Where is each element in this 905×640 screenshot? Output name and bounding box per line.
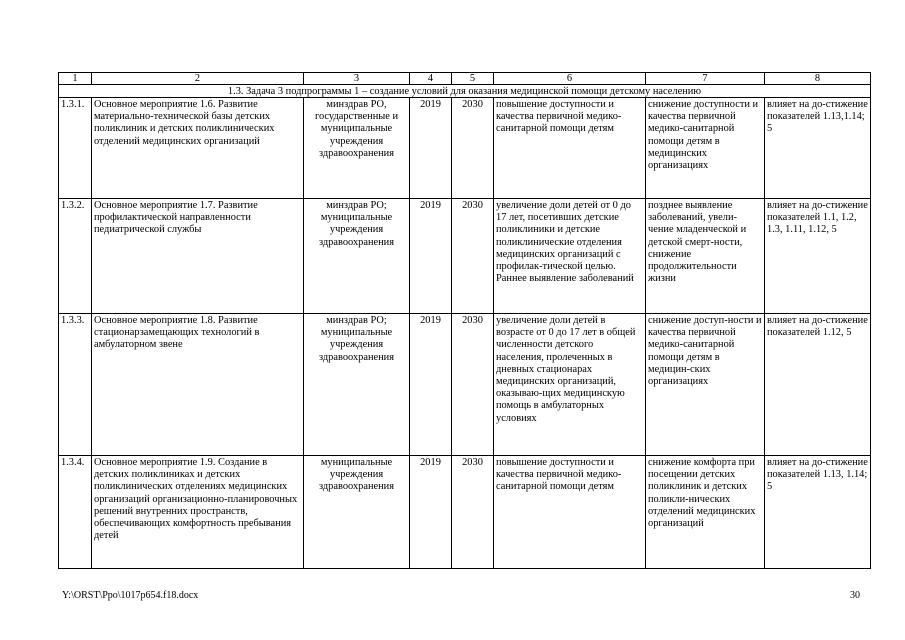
expected-result: повышение доступности и качества первичной медико-санитарной помощи детям <box>494 98 646 199</box>
program-table <box>58 72 871 569</box>
row-number: 1.3.3. <box>59 314 92 456</box>
table-row <box>59 98 871 199</box>
indicator-link: влияет на до-стижение показателей 1.12, 5 <box>765 314 871 456</box>
consequence: позднее выявление заболеваний, увели-чение младенческой и детской смерт-ности, снижение продолжительности жизни <box>646 199 765 314</box>
table-row <box>59 456 871 569</box>
expected-result: повышение доступности и качества первичной медико-санитарной помощи детям <box>494 456 646 569</box>
row-number: 1.3.1. <box>59 98 92 199</box>
end-year: 2030 <box>452 456 494 569</box>
consequence: снижение комфорта при посещении детских поликлиник и детских поликли-нических отделений медицинских организаций <box>646 456 765 569</box>
table-row <box>59 314 871 456</box>
col-header: 5 <box>452 73 494 85</box>
start-year: 2019 <box>410 199 452 314</box>
indicator-link: влияет на до-стижение показателей 1.13, 1.14; 5 <box>765 456 871 569</box>
end-year: 2030 <box>452 199 494 314</box>
row-number: 1.3.4. <box>59 456 92 569</box>
col-header: 3 <box>304 73 410 85</box>
col-header: 6 <box>494 73 646 85</box>
activity-name: Основное мероприятие 1.7. Развитие профилактической направленности педиатрической службы <box>92 199 304 314</box>
header-row <box>59 73 871 85</box>
table-row <box>59 199 871 314</box>
expected-result: увеличение доли детей в возрасте от 0 до 17 лет в общей численности детского населения, пролеченных в дневных стационарах медицинских организаций, оказываю-щих медицинскую помощь в амбулаторных условиях <box>494 314 646 456</box>
start-year: 2019 <box>410 314 452 456</box>
col-header: 4 <box>410 73 452 85</box>
start-year: 2019 <box>410 98 452 199</box>
executor: муниципальные учреждения здравоохранения <box>304 456 410 569</box>
executor: минздрав РО; муниципальные учреждения здравоохранения <box>304 199 410 314</box>
subtitle-row <box>59 85 871 98</box>
indicator-link: влияет на до-стижение показателей 1.13,1.14; 5 <box>765 98 871 199</box>
executor: минздрав РО; муниципальные учреждения здравоохранения <box>304 314 410 456</box>
indicator-link: влияет на до-стижение показателей 1.1, 1.2, 1.3, 1.11, 1.12, 5 <box>765 199 871 314</box>
end-year: 2030 <box>452 98 494 199</box>
col-header: 8 <box>765 73 871 85</box>
end-year: 2030 <box>452 314 494 456</box>
start-year: 2019 <box>410 456 452 569</box>
col-header: 7 <box>646 73 765 85</box>
activity-name: Основное мероприятие 1.6. Развитие материально-технической базы детских поликлиник и детских поликлинических отделений медицинских организаций <box>92 98 304 199</box>
col-header: 1 <box>59 73 92 85</box>
activity-name: Основное мероприятие 1.9. Создание в детских поликлиниках и детских поликлинических отделениях медицинских организаций организационно-планировочных решений внутренних пространств, обеспечивающих комфортность пребывания детей <box>92 456 304 569</box>
executor: минздрав РО, государственные и муниципальные учреждения здравоохранения <box>304 98 410 199</box>
col-header: 2 <box>92 73 304 85</box>
file-path: Y:\ORST\Ppo\1017p654.f18.docx <box>62 590 199 601</box>
consequence: снижение доступности и качества первичной медико-санитарной помощи детям в медицинских организациях <box>646 98 765 199</box>
page-number: 30 <box>850 590 860 601</box>
activity-name: Основное мероприятие 1.8. Развитие стационарзамещающих технологий в амбулаторном звене <box>92 314 304 456</box>
section-subtitle: 1.3. Задача 3 подпрограммы 1 – создание условий для оказания медицинской помощи детскому населению <box>59 85 871 98</box>
expected-result: увеличение доли детей от 0 до 17 лет, посетивших детские поликлиники и детские поликлинические отделения медицинских организаций с профилак-тической целью. Раннее выявление заболеваний <box>494 199 646 314</box>
consequence: снижение доступ-ности и качества первичной медико-санитарной помощи детям в медицин-ских организациях <box>646 314 765 456</box>
row-number: 1.3.2. <box>59 199 92 314</box>
